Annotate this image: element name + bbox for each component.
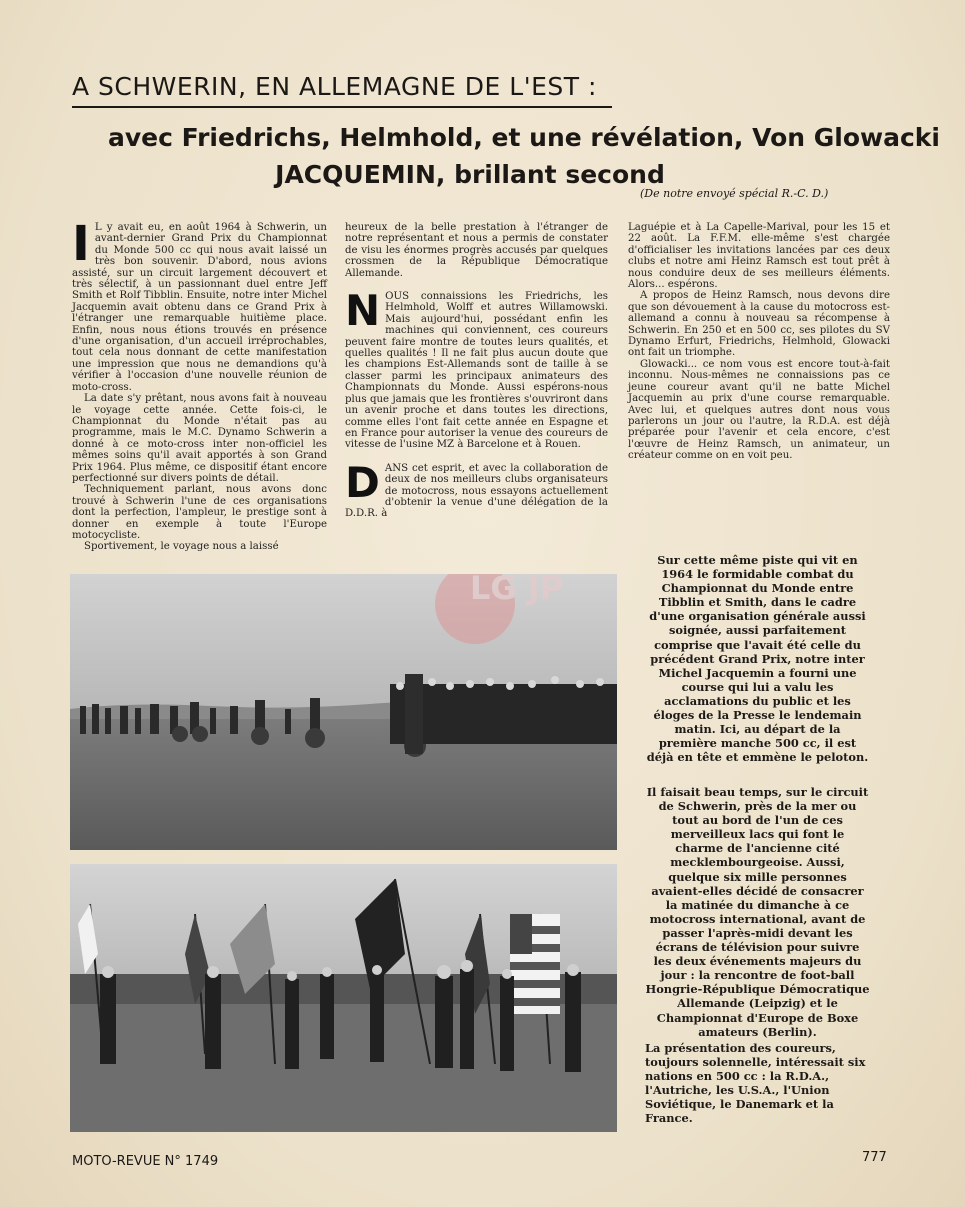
watermark-text: LG JP [470,574,564,607]
page-number: 777 [862,1150,887,1165]
drop-cap: N [345,286,381,336]
flag-ceremony-photo [70,864,617,1132]
paragraph: I L y avait eu, en août 1964 à Schwerin, un avant-dernier Grand Prix du Championnat du Monde 500 cc qui nous avait laissé un très bon souvenir. D'abord, nous avions assisté, sur un circuit largement découvert et très sélectif, à un passionnant duel entre Jeff Smith et Rolf Tibblin. Ensuite, notre inter Michel Jacquemin avait obtenu dans ce Grand Prix à l'étranger une remarquable huitième place. Enfin, nous nous étions trouvés en présence d'une organisation, d'un accueil irréprochables, tout cela nous donnant de cette manifestation une impression que nous ne demandions qu'à vérifier à l'occasion d'une nouvelle réunion de moto-cross. [72,216,327,393]
paragraph: Techniquement parlant, nous avons donc trouvé à Schwerin l'une de ces organisations dont la perfection, l'ampleur, le prestige sont à donner en exemple à toute l'Europe motocycliste. [72,484,327,541]
footer-publication: MOTO-REVUE N° 1749 [72,1154,219,1169]
paragraph: NOUS connaissions les Friedrichs, les Helmhold, Wolff et autres Willamowski. Mais aujourd'hui, possédant enfin les machines qui conviennent, ces coureurs peuvent faire montre de toutes leurs qualités, et quelles qualités ! Il ne fait plus aucun doute que les champions Est-Allemands sont de taille à se classer parmi les principaux animateurs des Championnats du Monde. Aussi espérons-nous plus que jamais que les frontières s'ouvriront dans un avenir proche et dans toutes les directions, comme elles l'ont fait cette année en Espagne et en France pour autoriser la venue des coureurs de vitesse de l'usine MZ à Barcelone et à Rouen. [345,286,608,451]
photo-caption-2: Il faisait beau temps, sur le circuit de Schwerin, près de la mer ou tout au bord de l'un de ces merveilleux lacs qui font le charme de l'ancienne cité mecklembourgeoise. Aussi, quelque six mille personnes avaient-elles décidé de consacrer la matinée du dimanche à ce motocross international, avant de passer l'après-midi devant les écrans de télévision pour suivre les deux événements majeurs du jour : la rencontre de foot-ball Hongrie-République Démocratique Allemande (Leipzig) et le Championnat d'Europe de Boxe amateurs (Berlin). La présentation des coureurs, toujours solennelle, intéressait six nations en 500 cc : la R.D.A., l'Autriche, les U.S.A., l'Union Soviétique, le Danemark et la France. [645,785,870,1126]
drop-cap: I [72,216,90,272]
byline: (De notre envoyé spécial R.-C. D.) [640,187,829,200]
photo-caption-1: Sur cette même piste qui vit en 1964 le formidable combat du Championnat du Monde entre Tibblin et Smith, dans le cadre d'une organisation générale aussi soignée, aussi parfaitement comprise que l'avait été celle du précédent Grand Prix, notre inter Michel Jacquemin a fourni une course qui lui a valu les acclamations du public et les éloges de la Presse le lendemain matin. Ici, au départ de la première manche 500 cc, il est déjà en tête et emmène le peloton. [646,553,869,765]
text-column-2 [345,222,608,520]
text-column-1 [72,216,327,553]
race-start-photo [70,574,617,850]
paragraph: Laguépie et à La Capelle-Marival, pour les 15 et 22 août. La F.F.M. elle-même s'est chargée d'officialiser les invitations lancées par ces deux clubs et notre ami Heinz Ramsch est tout prêt à nous conduire deux de ses meilleurs éléments. Alors... espérons. [628,222,890,291]
paragraph: La date s'y prêtant, nous avons fait à nouveau le voyage cette année. Cette fois-ci, le Championnat du Monde n'était pas au programme, mais le M.C. Dynamo Schwerin a donné à ce moto-cross inter non-officiel les mêmes soins qu'il avait apportés à son Grand Prix 1964. Plus même, ce dispositif étant encore perfectionné sur divers points de détail. [72,393,327,484]
text-column-3 [628,222,890,462]
paragraph: A propos de Heinz Ramsch, nous devons dire que son dévouement à la cause du motocross est-allemand a connu à nouveau sa récompense à Schwerin. En 250 et en 500 cc, ses pilotes du SV Dynamo Erfurt, Friedrichs, Helmhold, Glowacki ont fait un triomphe. [628,290,890,359]
paragraph: DANS cet esprit, et avec la collaboration de deux de nos meilleurs clubs organisateurs de motocross, nous essayons actuellement d'obtenir la venue d'une délégation de la D.D.R. à [345,457,608,520]
kicker-underline [72,106,612,108]
article-kicker: A SCHWERIN, EN ALLEMAGNE DE L'EST : [72,72,597,101]
drop-cap: D [345,457,380,507]
paragraph: Glowacki... ce nom vous est encore tout-à-fait inconnu. Nous-mêmes ne connaissions pas ce jeune coureur avant qu'il ne batte Michel Jacquemin au prix d'une course remarquable. Avec lui, et quelques autres dont nous vous parlerons un jour ou l'autre, la R.D.A. est déjà préparée pour l'avenir et cela encore, c'est l'œuvre de Heinz Ramsch, un animateur, un créateur comme on en voit peu. [628,358,890,462]
paragraph: heureux de la belle prestation à l'étranger de notre représentant et nous a permis de constater de visu les énormes progrès accusés par quelques crossmen de la République Démocratique Allemande. [345,222,608,279]
paragraph: Sportivement, le voyage nous a laissé [84,541,279,553]
article-subheadline: JACQUEMIN, brillant second [275,160,665,189]
article-headline: avec Friedrichs, Helmhold, et une révélation, Von Glowacki [107,123,940,152]
